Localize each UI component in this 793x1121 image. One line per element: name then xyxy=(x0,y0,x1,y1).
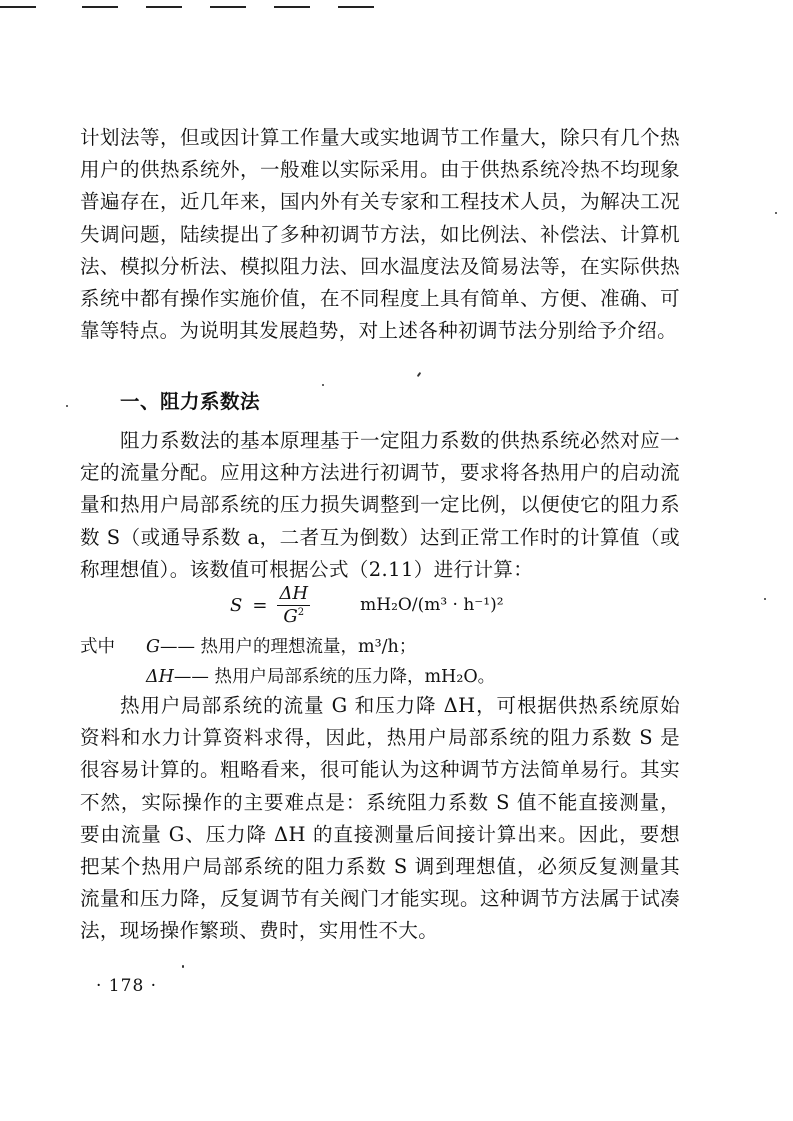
paragraph-principle: 阻力系数法的基本原理基于一定阻力系数的供热系统必然对应一定的流量分配。应用这种方法进行初调节，要求将各热用户的启动流量和热用户局部系统的压力损失调整到一定比例，以便使它的阻力系数 S（或通导系数 a，二者互为倒数）达到正常工作时的计算值（或称理想值）。该数值可根据公式（2.11）进行计算： xyxy=(80,429,680,581)
definition-row xyxy=(80,662,495,692)
definition-symbol: G xyxy=(146,637,160,657)
border-dash xyxy=(146,6,182,8)
formula-equals: = xyxy=(252,594,268,616)
scan-speck xyxy=(66,405,68,407)
scan-speck xyxy=(764,598,766,600)
definition-row xyxy=(80,632,495,662)
border-dash xyxy=(274,6,310,8)
section-heading: 一、阻力系数法 xyxy=(120,390,261,413)
scan-speck xyxy=(417,372,422,377)
border-dash xyxy=(338,6,374,8)
definition-text: —— 热用户的理想流量，m³/h； xyxy=(159,637,417,657)
paragraph-analysis: 热用户局部系统的流量 G 和压力降 ΔH，可根据供热系统原始资料和水力计算资料求得，因此，热用户局部系统的阻力系数 S 是很容易计算的。粗略看来，很可能认为这种调节方法简单易行。其实不然，实际操作的主要难点是：系统阻力系数 S 值不能直接测量，要由流量 G、压力降 ΔH 的直接测量后间接计算出来。因此，要想把某个热用户局部系统的阻力系数 S 调到理想值，必须反复测量其流量和压力降，反复调节有关阀门才能实现。这种调节方法属于试凑法，现场操作繁琐、费时，实用性不大。 xyxy=(80,694,680,943)
definition-symbol: ΔH xyxy=(146,667,174,687)
paragraph-intro: 计划法等，但或因计算工作量大或实地调节工作量大，除只有几个热用户的供热系统外，一般难以实际采用。由于供热系统冷热不均现象普遍存在，近几年来，国内外有关专家和工程技术人员，为解决工况失调问题，陆续提出了多种初调节方法，如比例法、补偿法、计算机法、模拟分析法、模拟阻力法、回水温度法及简易法等，在实际供热系统中都有操作实施价值，在不同程度上具有简单、方便、准确、可靠等特点。为说明其发展趋势，对上述各种初调节法分别给予介绍。 xyxy=(80,126,680,343)
border-dash xyxy=(0,6,36,8)
border-dash xyxy=(82,6,118,8)
scan-speck xyxy=(775,212,777,214)
page-number: · 178 · xyxy=(96,976,158,996)
formula-lhs: S xyxy=(230,594,243,616)
formula-fraction xyxy=(277,582,310,627)
scan-speck xyxy=(322,384,324,386)
scan-speck xyxy=(182,965,184,968)
scan-top-border xyxy=(0,0,793,14)
border-dash xyxy=(210,6,246,8)
variable-definitions xyxy=(80,632,495,692)
resistance-formula xyxy=(230,582,504,627)
definitions-lead: 式中 xyxy=(80,637,115,657)
formula-denominator-base: G xyxy=(283,605,298,627)
formula-unit: mH₂O/(m³ · h⁻¹)² xyxy=(360,595,504,615)
formula-denominator xyxy=(283,606,304,626)
formula-numerator: ΔH xyxy=(279,582,309,604)
formula-denominator-exponent: 2 xyxy=(297,606,305,618)
definition-text: —— 热用户局部系统的压力降，mH₂O。 xyxy=(173,667,496,687)
